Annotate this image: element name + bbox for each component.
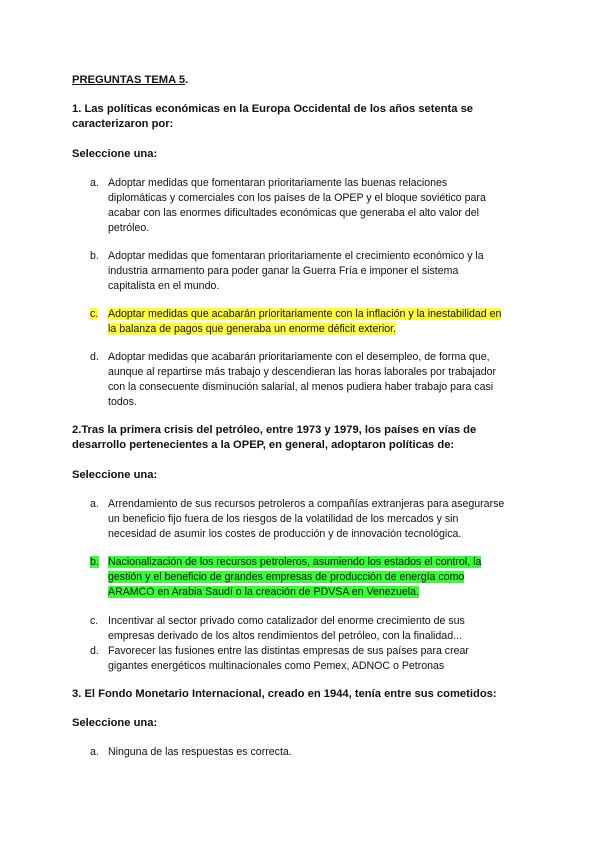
option-text: Ninguna de las respuestas es correcta. [108,746,292,758]
option-text: Nacionalización de los recursos petroleros, asumiendo los estados el control, la gestión y el beneficio de grandes empresas de producción de energía como ARAMCO en Arabia Saudí o la creación de PDVSA en Venezuela. [108,556,482,598]
question-3-select-label: Seleccione una: [72,717,158,729]
question-3-line-1: 3. El Fondo Monetario Internacional, creado en 1944, tenía entre sus cometidos: [72,688,497,700]
option-letter: d. [90,351,99,363]
question-1-line-1: 1. Las políticas económicas en la Europa Occidental de los años setenta se [72,103,474,115]
option-letter: b. [90,250,99,262]
question-2-line-1: 2.Tras la primera crisis del petróleo, entre 1973 y 1979, los países en vías de [72,424,477,436]
option-letter: a. [90,498,99,510]
option-text: Adoptar medidas que acabarán prioritariamente con el desempleo, de forma que, aunque al repartirse más trabajo y descendieran las horas laborales por trabajador con la consecuente disminución salarial, al menos pudiera haber trabajo para casi todos. [108,351,497,408]
question-1-select-label: Seleccione una: [72,148,158,160]
option-letter: c. [90,308,99,320]
page-title: PREGUNTAS TEMA 5. [72,74,189,86]
question-2-line-2: desarrollo pertenecientes a la OPEP, en general, adoptaron políticas de: [72,439,455,451]
option-text: Adoptar medidas que acabarán prioritariamente con la inflación y la inestabilidad en la balanza de pagos que generaba un enorme déficit exterior. [108,308,502,335]
option-letter: c. [90,615,99,627]
question-1-line-2: caracterizaron por: [72,118,174,130]
option-letter: d. [90,645,99,657]
option-letter: a. [90,746,99,758]
option-text: Adoptar medidas que fomentaran prioritariamente el crecimiento económico y la industria armamento para poder ganar la Guerra Fría e imponer el sistema capitalista en el mundo. [108,250,484,292]
option-text: Incentivar al sector privado como catalizador del enorme crecimiento de sus empresas derivado de los altos rendimientos del petróleo, con la finalidad... [108,615,465,642]
question-2-select-label: Seleccione una: [72,469,158,481]
option-text: Favorecer las fusiones entre las distintas empresas de sus países para crear gigantes energéticos multinacionales como Pemex, ADNOC o Petronas [108,645,469,672]
option-text: Arrendamiento de sus recursos petroleros a compañías extranjeras para asegurarse un beneficio fijo fuera de los riesgos de la volatilidad de los mercados y sin necesidad de asumir los costes de producción y de innovación tecnológica. [108,498,505,540]
option-letter: b. [90,556,99,568]
option-letter: a. [90,177,99,189]
option-text: Adoptar medidas que fomentaran prioritariamente las buenas relaciones diplomáticas y comerciales con los países de la OPEP y el bloque soviético para acabar con las enormes dificultades económicas que generaba el alto valor del petróleo. [108,177,486,234]
